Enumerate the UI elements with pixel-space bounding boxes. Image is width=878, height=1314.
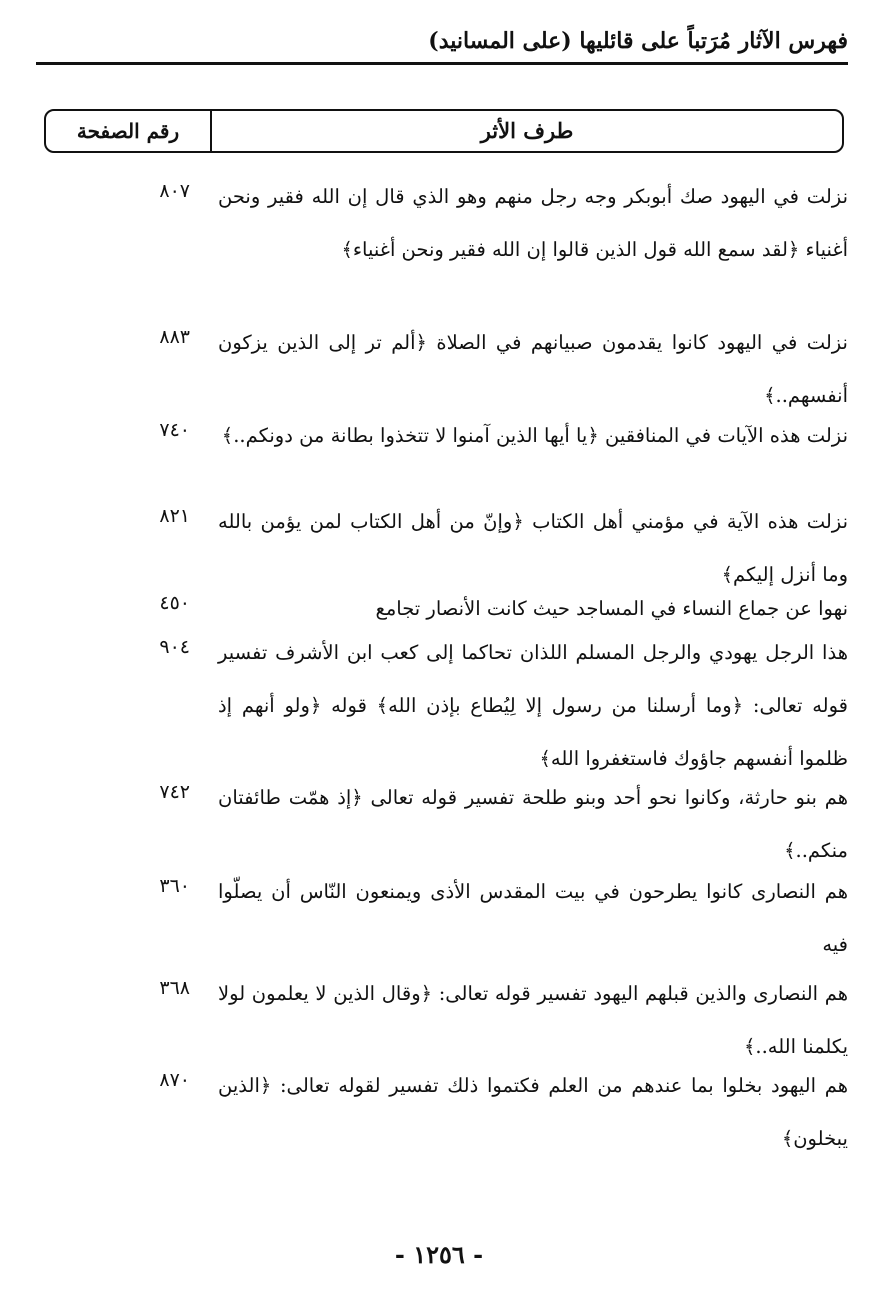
entry-text: هم النصارى كانوا يطرحون في بيت المقدس الأذى ويمنعون النّاس أن يصلّوا فيه — [218, 880, 848, 956]
entry-text: نهوا عن جماع النساء في المساجد حيث كانت الأنصار تجامع — [375, 597, 848, 620]
column-divider — [210, 111, 212, 151]
entry-text: هم اليهود بخلوا بما عندهم من العلم فكتموا ذلك تفسير لقوله تعالى: ﴿الذين يبخلون﴾ — [218, 1074, 848, 1150]
entry-text: هذا الرجل يهودي والرجل المسلم اللذان تحاكما إلى كعب ابن الأشرف تفسير قوله تعالى: ﴿وما أرسلنا من رسول إلا لِيُطاع بإذن الله﴾ قوله ﴿ولو أنهم إذ ظلموا أنفسهم جاؤوك فاستغفروا الله﴾ — [218, 641, 848, 770]
header-rule — [36, 62, 848, 65]
index-entries — [40, 170, 848, 1159]
page-number: - ١٢٥٦ - — [394, 1240, 484, 1269]
entry-text: نزلت في اليهود صك أبوبكر وجه رجل منهم وهو الذي قال إن الله فقير ونحن أغنياء ﴿لقد سمع الله قول الذين قالوا إن الله فقير ونحن أغنياء﴾ — [218, 185, 848, 261]
running-title: فهرس الآثار مُرَتباً على قائليها (على المسانيد) — [428, 28, 848, 54]
entry-page-number: ٣٦٨ — [159, 977, 190, 999]
index-entry — [40, 771, 848, 865]
entry-text: نزلت هذه الآية في مؤمني أهل الكتاب ﴿وإنّ من أهل الكتاب لمن يؤمن بالله وما أنزل إليكم﴾ — [218, 510, 848, 586]
index-table-header — [44, 109, 844, 153]
index-entry — [40, 316, 848, 409]
index-entry — [40, 170, 848, 316]
index-entry — [40, 409, 848, 495]
entry-page-number: ٩٠٤ — [159, 636, 190, 658]
entry-text: نزلت في اليهود كانوا يقدمون صبيانهم في الصلاة ﴿ألم تر إلى الذين يزكون أنفسهم..﴾ — [218, 331, 848, 407]
running-header — [36, 22, 848, 62]
index-entry — [40, 967, 848, 1059]
entry-text: هم النصارى والذين قبلهم اليهود تفسير قوله تعالى: ﴿وقال الذين لا يعلمون لولا يكلمنا الله..﴾ — [218, 982, 848, 1058]
entry-page-number: ٣٦٠ — [159, 875, 190, 897]
entry-text: نزلت هذه الآيات في المنافقين ﴿يا أيها الذين آمنوا لا تتخذوا بطانة من دونكم..﴾ — [221, 424, 848, 447]
index-entry — [40, 865, 848, 967]
entry-page-number: ٧٤٢ — [159, 781, 190, 803]
entry-page-number: ٤٥٠ — [159, 592, 190, 614]
index-entry — [40, 1059, 848, 1159]
entry-page-number: ٨٢١ — [159, 505, 190, 527]
index-entry — [40, 582, 848, 626]
entry-page-number: ٨٧٠ — [159, 1069, 190, 1091]
entry-text: هم بنو حارثة، وكانوا نحو أحد وبنو طلحة تفسير قوله تعالى ﴿إذ همّت طائفتان منكم..﴾ — [218, 786, 848, 862]
entry-page-number: ٨٠٧ — [159, 180, 190, 202]
index-entry — [40, 626, 848, 771]
entry-page-number: ٨٨٣ — [159, 326, 190, 348]
entry-page-number: ٧٤٠ — [159, 419, 190, 441]
index-entry — [40, 495, 848, 586]
text-column-heading: طرف الأثر — [480, 118, 574, 143]
page-column-heading: رقم الصفحة — [76, 119, 180, 143]
